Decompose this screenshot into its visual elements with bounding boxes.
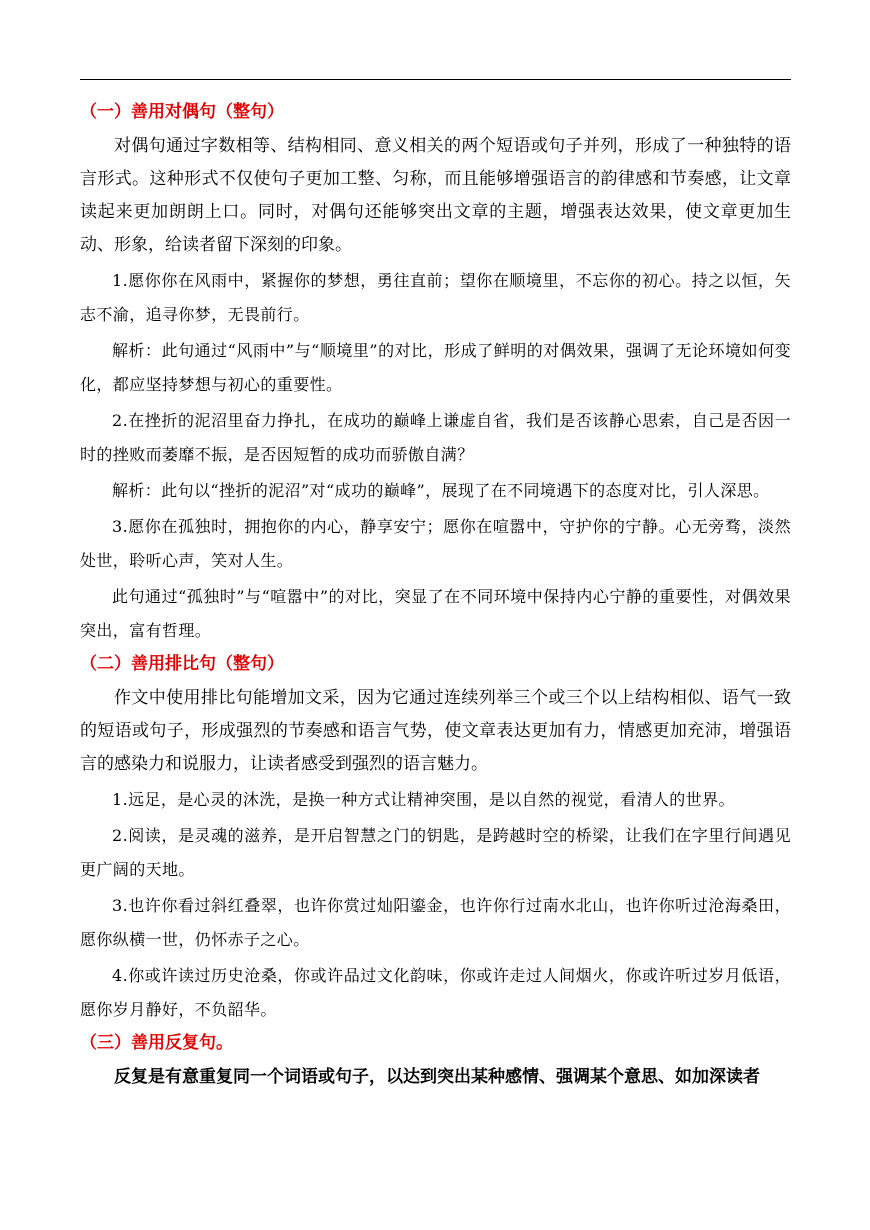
example-item: 4.你或许读过历史沧桑，你或许品过文化韵味，你或许走过人间烟火，你或许听过岁月低语，愿你岁月静好，不负韶华。 <box>80 966 791 1019</box>
analysis-item: 解析：此句通过“风雨中”与“顺境里”的对比，形成了鲜明的对偶效果，强调了无论环境如何变化，都应坚持梦想与初心的重要性。 <box>80 341 791 394</box>
section-intro-parallelism: 作文中使用排比句能增加文采，因为它通过连续列举三个或三个以上结构相似、语气一致的短语或句子，形成强烈的节奏感和语言气势，使文章表达更加有力，情感更加充沛，增强语言的感染力和说服力，让读者感受到强烈的语言魅力。 <box>80 688 791 774</box>
header-rule <box>80 79 791 80</box>
example-item: 3.愿你在孤独时，拥抱你的内心，静享安宁；愿你在喧嚣中，守护你的宁静。心无旁骛，淡然处世，聆听心声，笑对人生。 <box>80 517 791 570</box>
section-heading-couplet: （一）善用对偶句（整句） <box>80 102 284 122</box>
section-intro-couplet: 对偶句通过字数相等、结构相同、意义相关的两个短语或句子并列，形成了一种独特的语言形式。这种形式不仅使句子更加工整、匀称，而且能够增强语言的韵律感和节奏感，让文章读起来更加朗朗上口。同时，对偶句还能够突出文章的主题，增强表达效果，使文章更加生动、形象，给读者留下深刻的印象。 <box>80 136 791 255</box>
analysis-item: 解析：此句以“挫折的泥沼”对“成功的巅峰”，展现了在不同境遇下的态度对比，引人深思。 <box>112 481 770 500</box>
section-heading-parallelism: （二）善用排比句（整句） <box>80 654 284 674</box>
example-item: 3.也许你看过斜红叠翠，也许你赏过灿阳鎏金，也许你行过南水北山，也许你听过沧海桑田，愿你纵横一世，仍怀赤子之心。 <box>80 896 791 949</box>
section-heading-repetition: （三）善用反复句。 <box>80 1033 233 1053</box>
analysis-item: 此句通过“孤独时”与“喧嚣中”的对比，突显了在不同环境中保持内心宁静的重要性，对偶效果突出，富有哲理。 <box>80 587 791 640</box>
document-body <box>80 98 791 1094</box>
example-item: 1.愿你你在风雨中，紧握你的梦想，勇往直前；望你在顺境里，不忘你的初心。持之以恒，矢志不渝，追寻你梦，无畏前行。 <box>80 271 791 324</box>
section-intro-repetition: 反复是有意重复同一个词语或句子，以达到突出某种感情、强调某个意思、如加深读者 <box>114 1067 760 1087</box>
example-item: 2.在挫折的泥沼里奋力挣扎，在成功的巅峰上谦虚自省，我们是否该静心思索，自己是否因一时的挫败而萎靡不振，是否因短暂的成功而骄傲自满？ <box>80 411 791 464</box>
example-item: 2.阅读，是灵魂的滋养，是开启智慧之门的钥匙，是跨越时空的桥梁，让我们在字里行间遇见更广阔的天地。 <box>80 826 791 879</box>
example-item: 1.远足，是心灵的沐洗，是换一种方式让精神突围，是以自然的视觉，看清人的世界。 <box>112 790 735 809</box>
